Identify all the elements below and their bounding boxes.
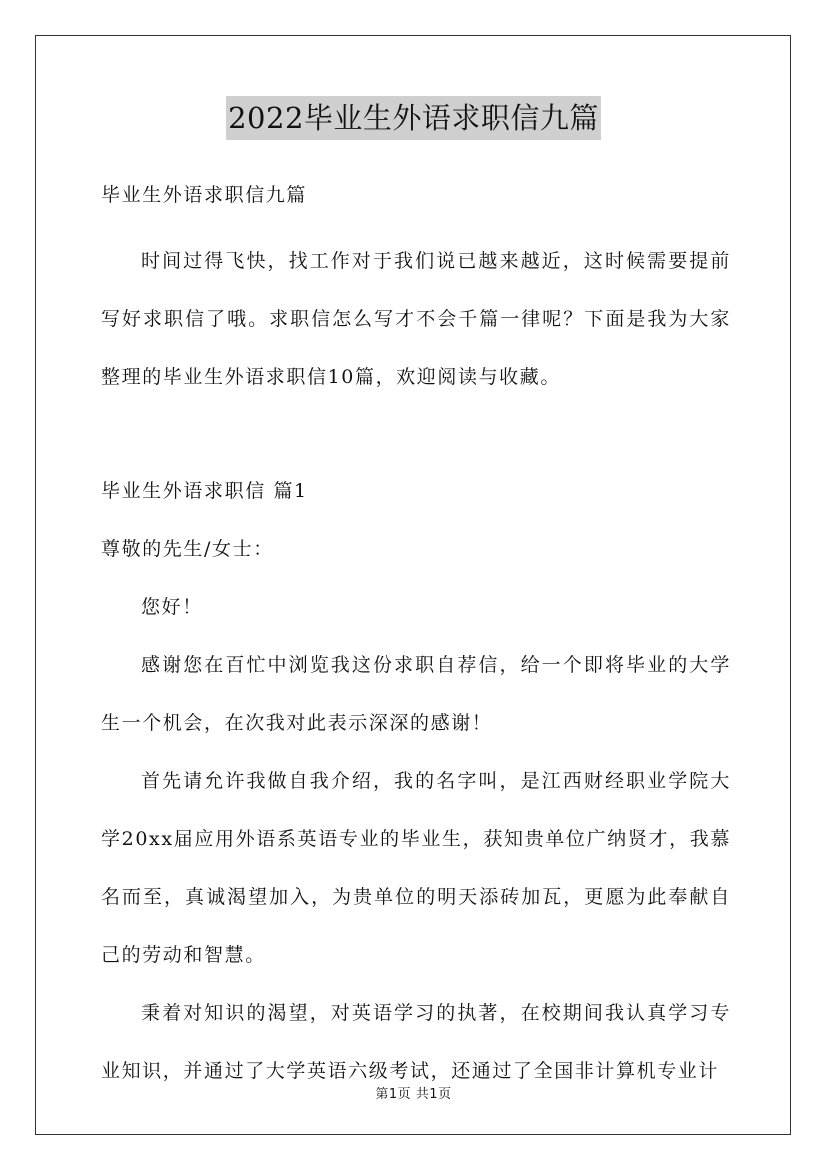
- spacer: [101, 406, 731, 462]
- page-footer: 第1页 共1页: [375, 1087, 452, 1102]
- section-heading: 毕业生外语求职信 篇1: [101, 480, 308, 502]
- title-wrap: [0, 96, 827, 140]
- intro-paragraph: 时间过得飞快，找工作对于我们说已越来越近，这时候需要提前写好求职信了哦。求职信怎么写才不会千篇一律呢？下面是我为大家整理的毕业生外语求职信10篇，欢迎阅读与收藏。: [101, 250, 731, 388]
- subtitle: 毕业生外语求职信九篇: [101, 184, 308, 206]
- body-paragraph: 秉着对知识的渴望，对英语学习的执著，在校期间我认真学习专业知识，并通过了大学英语六级考试，还通过了全国非计算机专业计: [101, 1002, 731, 1082]
- document-title: 2022毕业生外语求职信九篇: [226, 96, 601, 140]
- document-body: [101, 176, 731, 1100]
- body-paragraph: 感谢您在百忙中浏览我这份求职自荐信，给一个即将毕业的大学生一个机会，在次我对此表示深深的感谢！: [101, 654, 731, 734]
- body-paragraph: 首先请允许我做自我介绍，我的名字叫，是江西财经职业学院大学20xx届应用外语系英语专业的毕业生，获知贵单位广纳贤才，我慕名而至，真诚渴望加入，为贵单位的明天添砖加瓦，更愿为此奉献自己的劳动和智慧。: [101, 770, 731, 966]
- greeting: 您好！: [141, 596, 203, 618]
- salutation: 尊敬的先生/女士：: [101, 538, 274, 560]
- spacer: [101, 214, 731, 232]
